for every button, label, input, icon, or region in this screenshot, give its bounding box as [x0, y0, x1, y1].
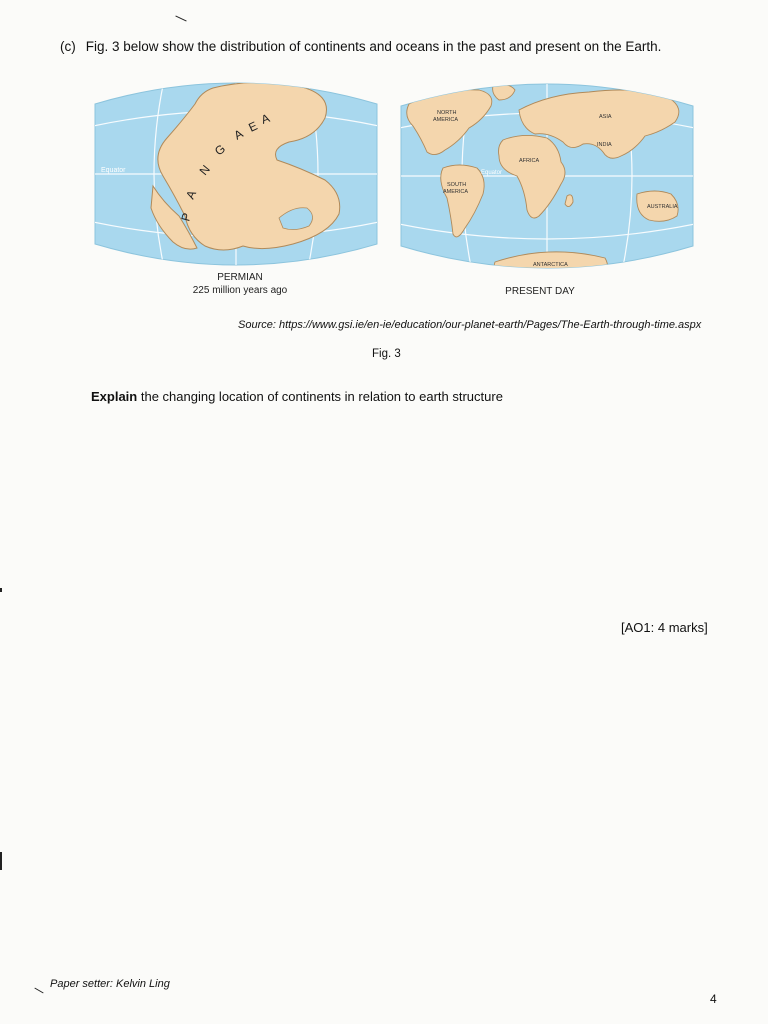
pangaea-letter-3: N: [196, 162, 213, 178]
north-america-label-1: NORTH: [437, 110, 457, 116]
task-prompt-text: the changing location of continents in relation to earth structure: [137, 389, 503, 404]
south-america-label-2: AMERICA: [443, 189, 469, 195]
scan-mark-left-1: [0, 852, 2, 870]
pangaea-letter-6: E: [246, 118, 260, 135]
present-equator-label: Equator: [481, 170, 503, 176]
pangaea-letter-4: G: [211, 141, 229, 159]
permian-equator-label: Equator: [101, 167, 126, 174]
page-number: 4: [710, 992, 717, 1006]
marks-allocation: [AO1: 4 marks]: [621, 620, 708, 635]
present-day-caption: PRESENT DAY: [505, 286, 575, 297]
question-part-label: (c): [60, 39, 76, 54]
australia-label: AUSTRALIA: [647, 204, 678, 210]
africa-label: AFRICA: [519, 158, 540, 164]
antarctica-label: ANTARCTICA: [533, 262, 568, 268]
scan-mark-left-2: [0, 588, 2, 592]
pangaea-letter-2: A: [183, 188, 200, 202]
scan-mark-top: [175, 16, 186, 22]
north-america-label-2: AMERICA: [433, 117, 459, 123]
permian-caption: [140, 271, 340, 297]
question-intro-text: Fig. 3 below show the distribution of continents and oceans in the past and present on the Earth.: [85, 39, 662, 54]
pangaea-letter-1: P: [178, 211, 194, 223]
india-label: INDIA: [597, 142, 612, 148]
task-command-word: Explain: [91, 389, 138, 404]
pangaea-letter-5: A: [231, 126, 246, 143]
permian-map: [93, 76, 379, 272]
question-intro: [60, 39, 661, 54]
present-day-map: [399, 76, 695, 276]
scan-mark-footer: [34, 988, 43, 994]
paper-setter: Paper setter: Kelvin Ling: [50, 978, 170, 990]
pangaea-letter-7: A: [259, 110, 272, 127]
asia-label: ASIA: [599, 114, 612, 120]
south-america-label-1: SOUTH: [447, 182, 467, 188]
task-prompt: [91, 389, 503, 404]
figure-label: Fig. 3: [372, 348, 401, 360]
permian-caption-title: PERMIAN: [217, 272, 263, 283]
permian-caption-age: 225 million years ago: [192, 285, 288, 296]
figure-source: Source: https://www.gsi.ie/en-ie/education/our-planet-earth/Pages/The-Earth-through-time.aspx: [238, 319, 702, 331]
